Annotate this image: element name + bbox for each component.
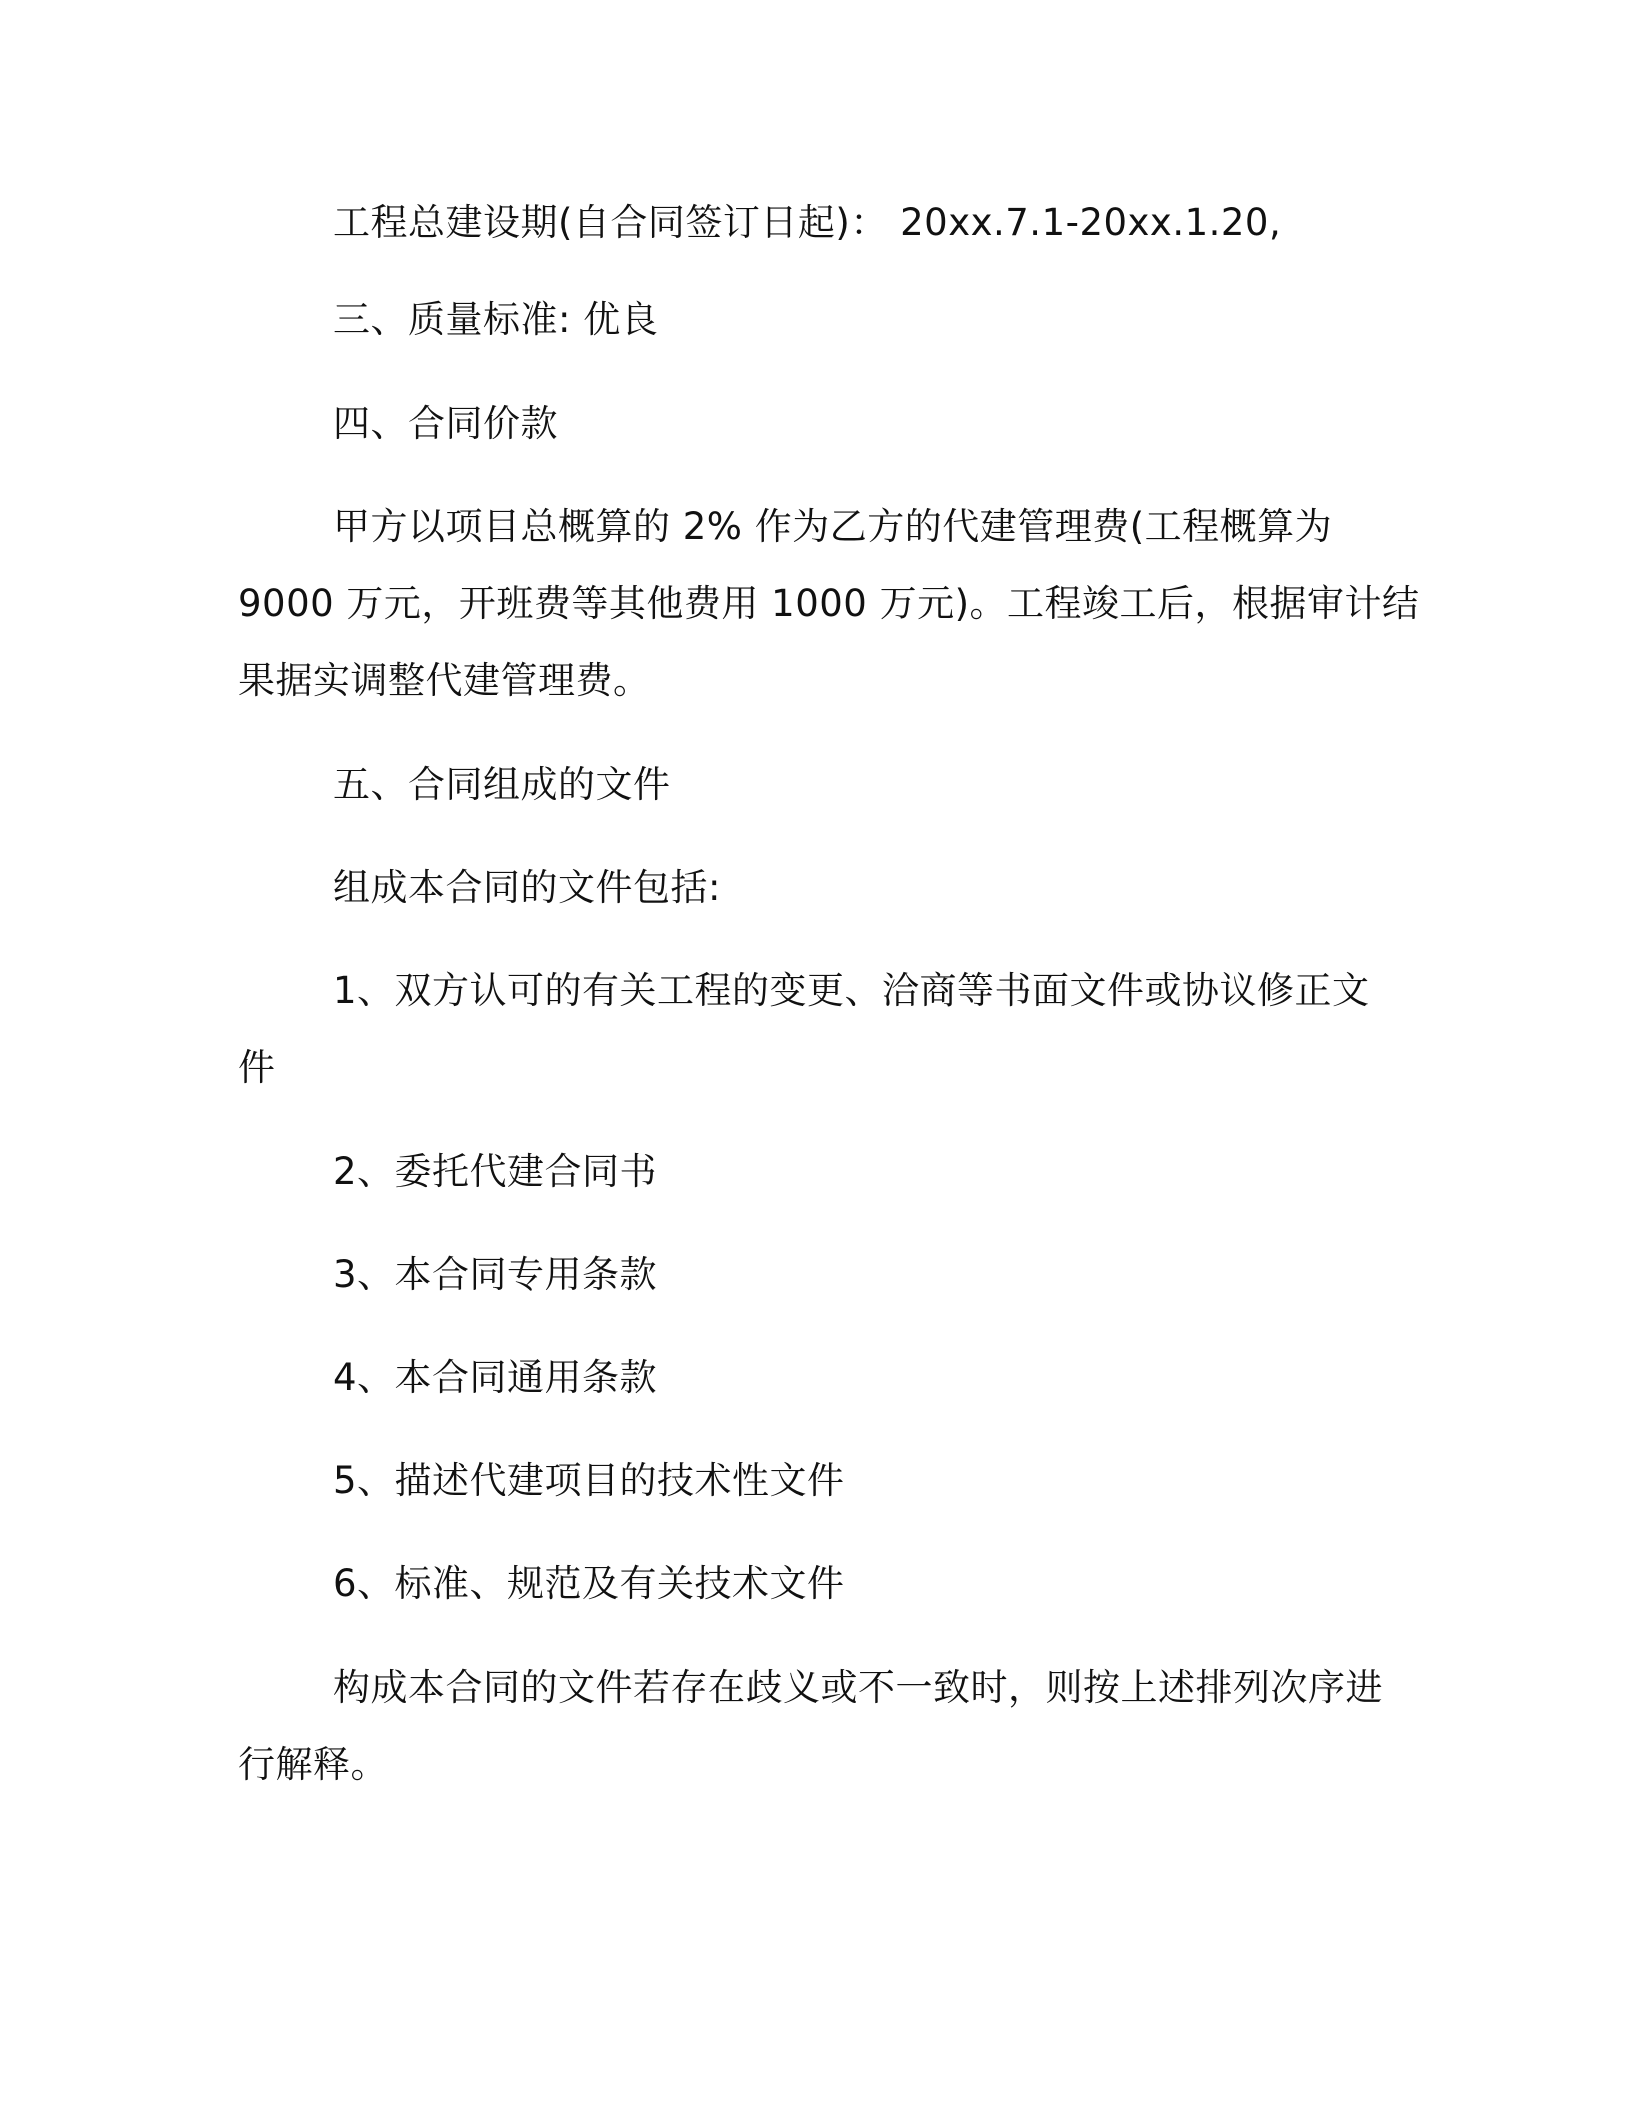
docs-heading: 五、合同组成的文件 (333, 763, 671, 806)
list-item-1-line-1: 1、双方认可的有关工程的变更、洽商等书面文件或协议修正文 (333, 969, 1370, 1012)
conflict-line-1: 构成本合同的文件若存在歧义或不一致时，则按上述排列次序进 (333, 1666, 1383, 1709)
price-heading: 四、合同价款 (333, 402, 558, 445)
list-item-3: 3、本合同专用条款 (333, 1253, 658, 1296)
list-item-1-line-2: 件 (238, 1046, 276, 1089)
price-body-line-2: 9000 万元，开班费等其他费用 1000 万元)。工程竣工后，根据审计结 (238, 582, 1420, 625)
list-item-6: 6、标准、规范及有关技术文件 (333, 1562, 845, 1605)
list-item-4: 4、本合同通用条款 (333, 1356, 658, 1399)
price-body-line-3: 果据实调整代建管理费。 (238, 659, 651, 702)
conflict-line-2: 行解释。 (238, 1743, 388, 1786)
list-item-5: 5、描述代建项目的技术性文件 (333, 1459, 845, 1502)
price-body-line-1: 甲方以项目总概算的 2% 作为乙方的代建管理费(工程概算为 (333, 505, 1333, 548)
period-line: 工程总建设期(自合同签订日起)： 20xx.7.1-20xx.1.20, (333, 201, 1282, 244)
list-item-2: 2、委托代建合同书 (333, 1150, 658, 1193)
quality-standard-line: 三、质量标准: 优良 (333, 298, 659, 341)
docs-intro-line: 组成本合同的文件包括: (333, 866, 721, 909)
